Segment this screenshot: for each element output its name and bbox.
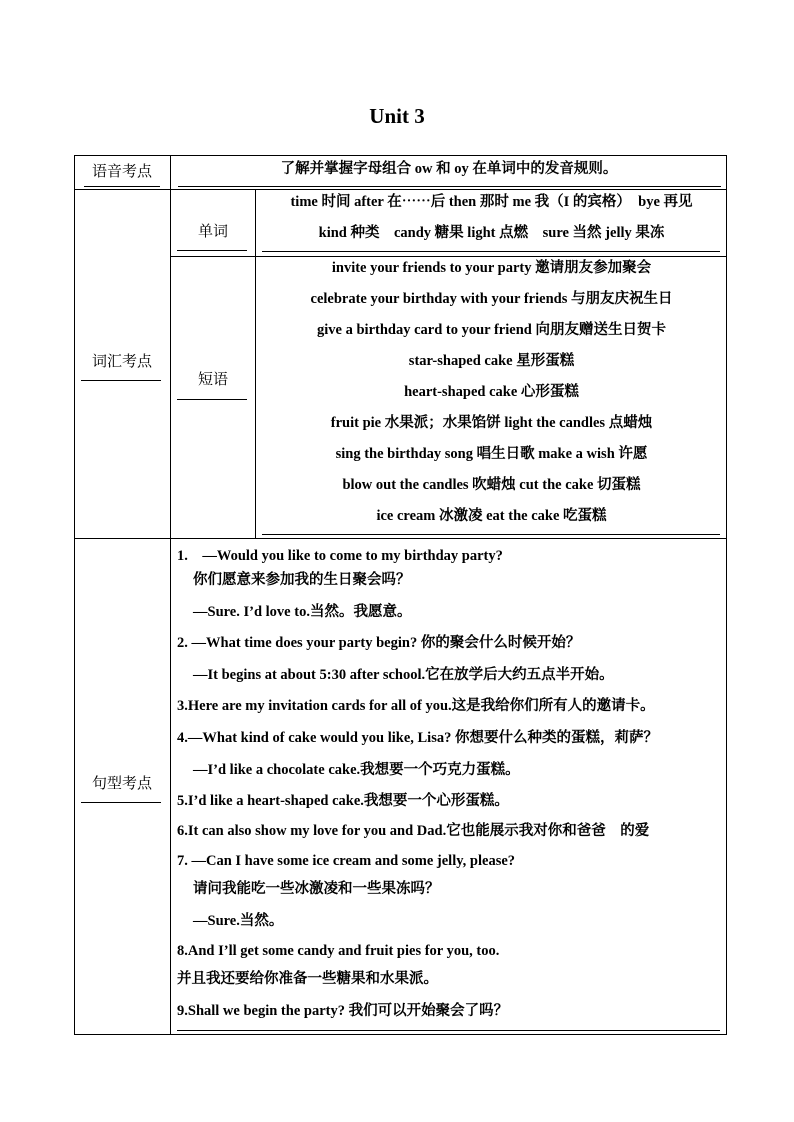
content-underline <box>262 534 720 535</box>
content-underline <box>177 1030 720 1031</box>
sentence-line: —It begins at about 5:30 after school.它在放学后大约五点半开始。 <box>193 667 614 683</box>
sentence-line: 2. —What time does your party begin? 你的聚会什么时候开始？ <box>177 635 581 651</box>
phrase-line: star-shaped cake 星形蛋糕 <box>408 353 575 369</box>
pronunciation-content: 了解并掌握字母组合 ow 和 oy 在单词中的发音规则。 <box>280 161 618 177</box>
vocabulary-label: 词汇考点 <box>91 352 152 370</box>
subrow-divider <box>170 256 727 257</box>
label-underline <box>177 250 247 251</box>
sentence-line: 3.Here are my invitation cards for all of you.这是我给你们所有人的邀请卡。 <box>177 698 655 714</box>
label-underline <box>177 399 247 400</box>
sentence-line: 7. —Can I have some ice cream and some jelly, please? <box>177 853 516 869</box>
content-underline <box>178 186 721 187</box>
sentence-line: 8.And I’ll get some candy and fruit pies for you, too. <box>177 943 500 959</box>
exam-points-table <box>74 155 727 1035</box>
pronunciation-label: 语音考点 <box>91 162 152 180</box>
phrases-label: 短语 <box>197 370 228 388</box>
label-underline <box>81 380 161 381</box>
sentence-line: 4.—What kind of cake would you like, Lisa? 你想要什么种类的蛋糕，莉萨？ <box>177 730 658 746</box>
words-label: 单词 <box>197 222 228 240</box>
words-line: time 时间 after 在⋯⋯后 then 那时 me 我（I 的宾格） bye 再见 <box>290 194 693 210</box>
label-underline <box>81 802 161 803</box>
sentence-line: —Sure.当然。 <box>193 913 284 929</box>
sentence-line: 并且我还要给你准备一些糖果和水果派。 <box>177 971 438 987</box>
phrase-line: ice cream 冰激凌 eat the cake 吃蛋糕 <box>376 508 607 524</box>
phrase-line: heart-shaped cake 心形蛋糕 <box>404 384 579 400</box>
phrase-line: fruit pie 水果派；水果馅饼 light the candles 点蜡烛 <box>330 415 653 431</box>
label-underline <box>84 186 160 187</box>
sentence-line: 1. —Would you like to come to my birthday party? <box>177 548 503 564</box>
phrase-line: invite your friends to your party 邀请朋友参加聚会 <box>331 260 652 276</box>
page-title: Unit 3 <box>369 104 425 128</box>
sentence-line: 你们愿意来参加我的生日聚会吗？ <box>193 572 411 588</box>
sentence-line: —I’d like a chocolate cake.我想要一个巧克力蛋糕。 <box>193 762 520 778</box>
phrase-line: blow out the candles 吹蜡烛 cut the cake 切蛋糕 <box>342 477 641 493</box>
sentence-line: —Sure. I’d love to.当然。我愿意。 <box>193 604 412 620</box>
sentence-line: 9.Shall we begin the party? 我们可以开始聚会了吗？ <box>177 1003 509 1019</box>
words-line: kind 种类 candy 糖果 light 点燃 sure 当然 jelly 果冻 <box>318 225 665 241</box>
column-divider <box>170 155 171 1035</box>
row-divider <box>74 189 727 190</box>
phrase-line: celebrate your birthday with your friends 与朋友庆祝生日 <box>310 291 673 307</box>
sentence-line: 5.I’d like a heart-shaped cake.我想要一个心形蛋糕。 <box>177 793 509 809</box>
row-divider <box>74 538 727 539</box>
content-underline <box>262 251 720 252</box>
phrase-line: give a birthday card to your friend 向朋友赠送生日贺卡 <box>317 322 666 338</box>
phrase-line: sing the birthday song 唱生日歌 make a wish 许愿 <box>335 446 648 462</box>
sentences-label: 句型考点 <box>91 774 152 792</box>
sentence-line: 请问我能吃一些冰激凌和一些果冻吗？ <box>193 881 440 897</box>
sentence-line: 6.It can also show my love for you and Dad.它也能展示我对你和爸爸 的爱 <box>177 823 650 839</box>
